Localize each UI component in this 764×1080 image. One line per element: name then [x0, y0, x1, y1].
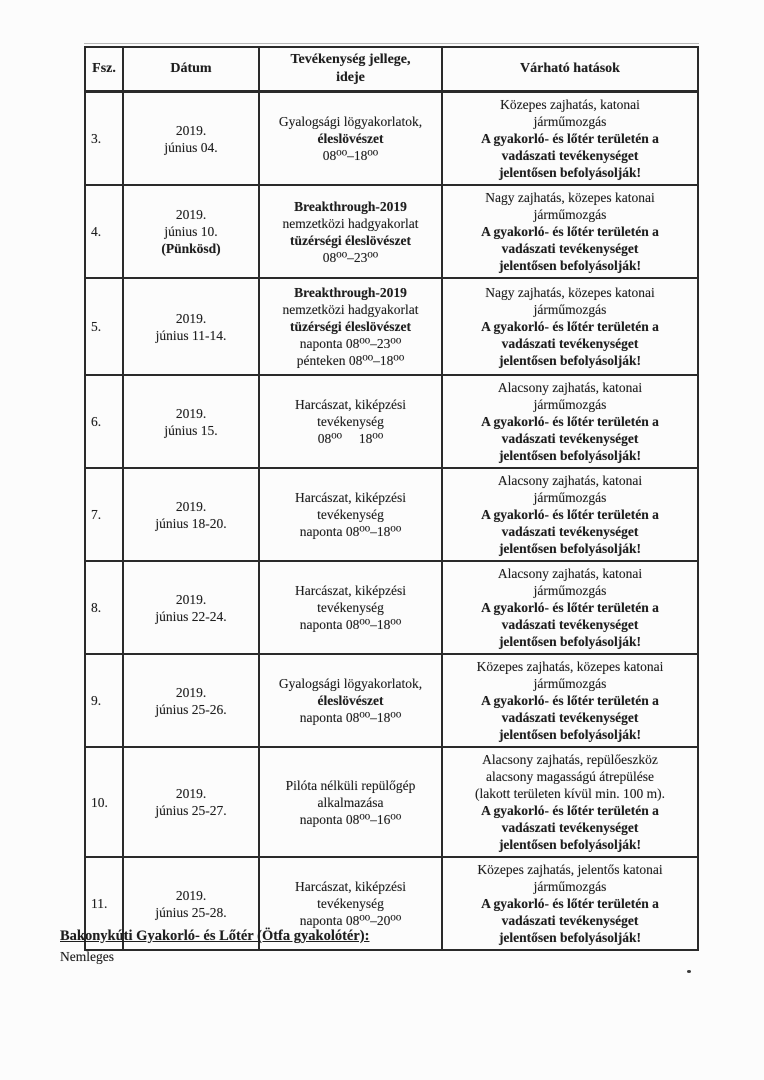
footer-status-text: Nemleges [60, 949, 114, 964]
cell-line: tevékenység [317, 507, 384, 522]
cell-line: járműmozgás [533, 676, 607, 691]
cell-line: naponta 08⁰⁰–18⁰⁰ [299, 524, 402, 539]
cell-line: Alacsony zajhatás, katonai [497, 473, 643, 488]
cell-line: 3. [91, 131, 102, 146]
date-cell [123, 654, 259, 747]
cell-line: Breakthrough-2019 [294, 198, 407, 214]
cell-line: tevékenység [317, 896, 384, 911]
cell-line: A gyakorló- és lőtér területén a [481, 803, 659, 818]
activity-cell [259, 375, 442, 468]
cell-line: június 04. [164, 139, 218, 155]
cell-line: járműmozgás [533, 207, 607, 222]
cell-line: A gyakorló- és lőtér területén a [481, 319, 659, 334]
column-header-label: Dátum [170, 61, 212, 76]
effects-cell [442, 654, 698, 747]
cell-line: 6. [91, 414, 102, 429]
cell-line: A gyakorló- és lőtér területén a [481, 693, 659, 708]
cell-line: A gyakorló- és lőtér területén a [481, 600, 659, 615]
cell-line: vadászati tevékenységet [501, 148, 639, 163]
column-header-tevekenyseg [259, 47, 442, 92]
cell-line: alacsony magasságú átrepülése [486, 769, 654, 784]
activity-cell [259, 278, 442, 375]
cell-line: június 18-20. [155, 515, 227, 531]
fsz-cell [85, 561, 123, 654]
date-cell [123, 561, 259, 654]
fsz-cell [85, 747, 123, 857]
cell-line: Breakthrough-2019 [294, 285, 407, 300]
cell-line: június 25-26. [155, 701, 227, 717]
date-cell [123, 278, 259, 375]
cell-line: Közepes zajhatás, jelentős katonai [477, 862, 663, 877]
cell-line: 2019. [175, 591, 207, 607]
cell-line: (Pünkösd) [161, 241, 221, 256]
cell-line: június 15. [164, 422, 218, 438]
activity-cell [259, 561, 442, 654]
effects-cell [442, 561, 698, 654]
cell-line: vadászati tevékenységet [501, 431, 639, 446]
cell-line: járműmozgás [533, 879, 607, 894]
table-body [85, 92, 698, 951]
cell-line: járműmozgás [533, 583, 607, 598]
table-row [85, 561, 698, 654]
cell-line: naponta 08⁰⁰–20⁰⁰ [299, 913, 402, 928]
cell-line: nemzetközi hadgyakorlat [282, 302, 419, 317]
cell-line: járműmozgás [533, 114, 607, 129]
cell-line: naponta 08⁰⁰–23⁰⁰ [299, 336, 402, 351]
column-header-label: Fsz. [92, 61, 116, 76]
cell-line: jelentősen befolyásolják! [498, 727, 642, 742]
effects-cell [442, 185, 698, 278]
cell-line: jelentősen befolyásolják! [498, 930, 642, 945]
cell-line: tevékenység [317, 414, 384, 429]
activity-cell [259, 747, 442, 857]
scan-artifact-dot [687, 970, 691, 973]
cell-line: tevékenység [317, 600, 384, 615]
cell-line: Harcászat, kiképzési [295, 490, 406, 505]
effects-cell [442, 375, 698, 468]
effects-cell [442, 278, 698, 375]
cell-line: 08⁰⁰ 18⁰⁰ [317, 431, 384, 446]
cell-line: június 10. [164, 224, 218, 239]
cell-line: Alacsony zajhatás, repülőeszköz [482, 752, 658, 767]
cell-line: A gyakorló- és lőtér területén a [481, 896, 659, 911]
cell-line: 8. [91, 600, 102, 615]
cell-line: tüzérségi éleslövészet [289, 232, 412, 248]
activity-cell [259, 92, 442, 186]
cell-line: jelentősen befolyásolják! [498, 541, 642, 556]
cell-line: 2019. [175, 887, 207, 903]
cell-line: 2019. [175, 498, 207, 514]
cell-line: 2019. [175, 207, 207, 222]
cell-line: naponta 08⁰⁰–18⁰⁰ [299, 617, 402, 632]
cell-line: vadászati tevékenységet [501, 617, 639, 632]
table-row [85, 185, 698, 278]
table-row [85, 747, 698, 857]
cell-line: jelentősen befolyásolják! [498, 353, 642, 368]
schedule-table-wrap [84, 43, 699, 951]
activity-cell [259, 185, 442, 278]
column-header-datum [123, 47, 259, 92]
cell-line: Harcászat, kiképzési [295, 583, 406, 598]
date-cell [123, 468, 259, 561]
date-cell [123, 747, 259, 857]
cell-line: vadászati tevékenységet [501, 710, 639, 725]
cell-line: 7. [91, 507, 102, 522]
footer-heading: Bakonykúti Gyakorló- és Lőtér (Ötfa gyakolótér): [60, 928, 370, 944]
cell-line: jelentősen befolyásolják! [498, 837, 642, 852]
effects-cell [442, 468, 698, 561]
cell-line: június 25-27. [155, 803, 227, 818]
footer-section [60, 928, 369, 965]
cell-line: A gyakorló- és lőtér területén a [481, 414, 659, 429]
table-header [85, 47, 698, 92]
column-header-fsz [85, 47, 123, 92]
cell-line: Gyalogsági lögyakorlatok, [278, 114, 423, 129]
fsz-cell [85, 92, 123, 186]
cell-line: nemzetközi hadgyakorlat [282, 215, 419, 231]
cell-line: Alacsony zajhatás, katonai [497, 380, 643, 395]
effects-cell [442, 92, 698, 186]
cell-line: Pilóta nélküli repülőgép [285, 777, 416, 793]
cell-line: A gyakorló- és lőtér területén a [481, 507, 659, 522]
cell-line: június 22-24. [155, 608, 227, 624]
fsz-cell [85, 185, 123, 278]
cell-line: 2019. [175, 122, 207, 138]
fsz-cell [85, 278, 123, 375]
cell-line: 2019. [175, 786, 207, 801]
cell-line: alkalmazása [317, 794, 384, 810]
table-row [85, 92, 698, 186]
effects-cell [442, 857, 698, 950]
column-header-label: Várható hatások [520, 61, 620, 76]
cell-line: Harcászat, kiképzési [295, 397, 406, 412]
table-row [85, 375, 698, 468]
cell-line: tüzérségi éleslövészet [289, 319, 412, 334]
cell-line: 10. [91, 794, 108, 810]
cell-line: vadászati tevékenységet [501, 820, 639, 835]
date-cell [123, 185, 259, 278]
date-cell [123, 375, 259, 468]
cell-line: járműmozgás [533, 302, 607, 317]
date-cell [123, 92, 259, 186]
cell-line: 08⁰⁰–23⁰⁰ [322, 249, 379, 265]
fsz-cell [85, 468, 123, 561]
activity-cell [259, 654, 442, 747]
cell-line: éleslövészet [317, 131, 384, 146]
cell-line: 2019. [175, 310, 207, 326]
cell-line: június 25-28. [155, 904, 227, 920]
cell-line: éleslövészet [317, 693, 384, 708]
activity-cell [259, 468, 442, 561]
cell-line: 5. [91, 319, 102, 334]
cell-line: Nagy zajhatás, közepes katonai [485, 190, 655, 205]
cell-line: 9. [91, 693, 102, 708]
cell-line: naponta 08⁰⁰–18⁰⁰ [299, 710, 402, 725]
cell-line: Alacsony zajhatás, katonai [497, 566, 643, 581]
cell-line: jelentősen befolyásolják! [498, 258, 642, 273]
cell-line: jelentősen befolyásolják! [498, 165, 642, 180]
cell-line: A gyakorló- és lőtér területén a [481, 224, 659, 239]
effects-cell [442, 747, 698, 857]
cell-line: 08⁰⁰–18⁰⁰ [322, 148, 379, 163]
activity-schedule-table [84, 46, 699, 951]
column-header-label: ideje [336, 70, 365, 85]
cell-line: (lakott területen kívül min. 100 m). [474, 786, 666, 801]
table-header-row [85, 47, 698, 92]
cell-line: Harcászat, kiképzési [295, 879, 406, 894]
cell-line: 2019. [175, 405, 207, 421]
cell-line: 4. [91, 224, 102, 239]
fsz-cell [85, 375, 123, 468]
cell-line: járműmozgás [533, 490, 607, 505]
table-row [85, 278, 698, 375]
cell-line: vadászati tevékenységet [501, 524, 639, 539]
cell-line: Nagy zajhatás, közepes katonai [485, 285, 655, 300]
cell-line: vadászati tevékenységet [501, 241, 639, 256]
cell-line: naponta 08⁰⁰–16⁰⁰ [299, 811, 402, 827]
cell-line: A gyakorló- és lőtér területén a [481, 131, 659, 146]
cell-line: jelentősen befolyásolják! [498, 448, 642, 463]
column-header-label: Tevékenység jellege, [290, 52, 411, 67]
fsz-cell [85, 654, 123, 747]
table-row [85, 468, 698, 561]
cell-line: jelentősen befolyásolják! [498, 634, 642, 649]
cell-line: pénteken 08⁰⁰–18⁰⁰ [296, 353, 405, 368]
column-header-varhato [442, 47, 698, 92]
cell-line: 2019. [175, 684, 207, 700]
cell-line: vadászati tevékenységet [501, 913, 639, 928]
cell-line: járműmozgás [533, 397, 607, 412]
cell-line: vadászati tevékenységet [501, 336, 639, 351]
cell-line: 11. [91, 896, 108, 911]
cell-line: június 11-14. [155, 327, 227, 343]
cell-line: Közepes zajhatás, közepes katonai [476, 659, 664, 674]
cell-line: Közepes zajhatás, katonai [500, 97, 640, 112]
cell-line: Gyalogsági lögyakorlatok, [278, 676, 423, 691]
table-row [85, 654, 698, 747]
